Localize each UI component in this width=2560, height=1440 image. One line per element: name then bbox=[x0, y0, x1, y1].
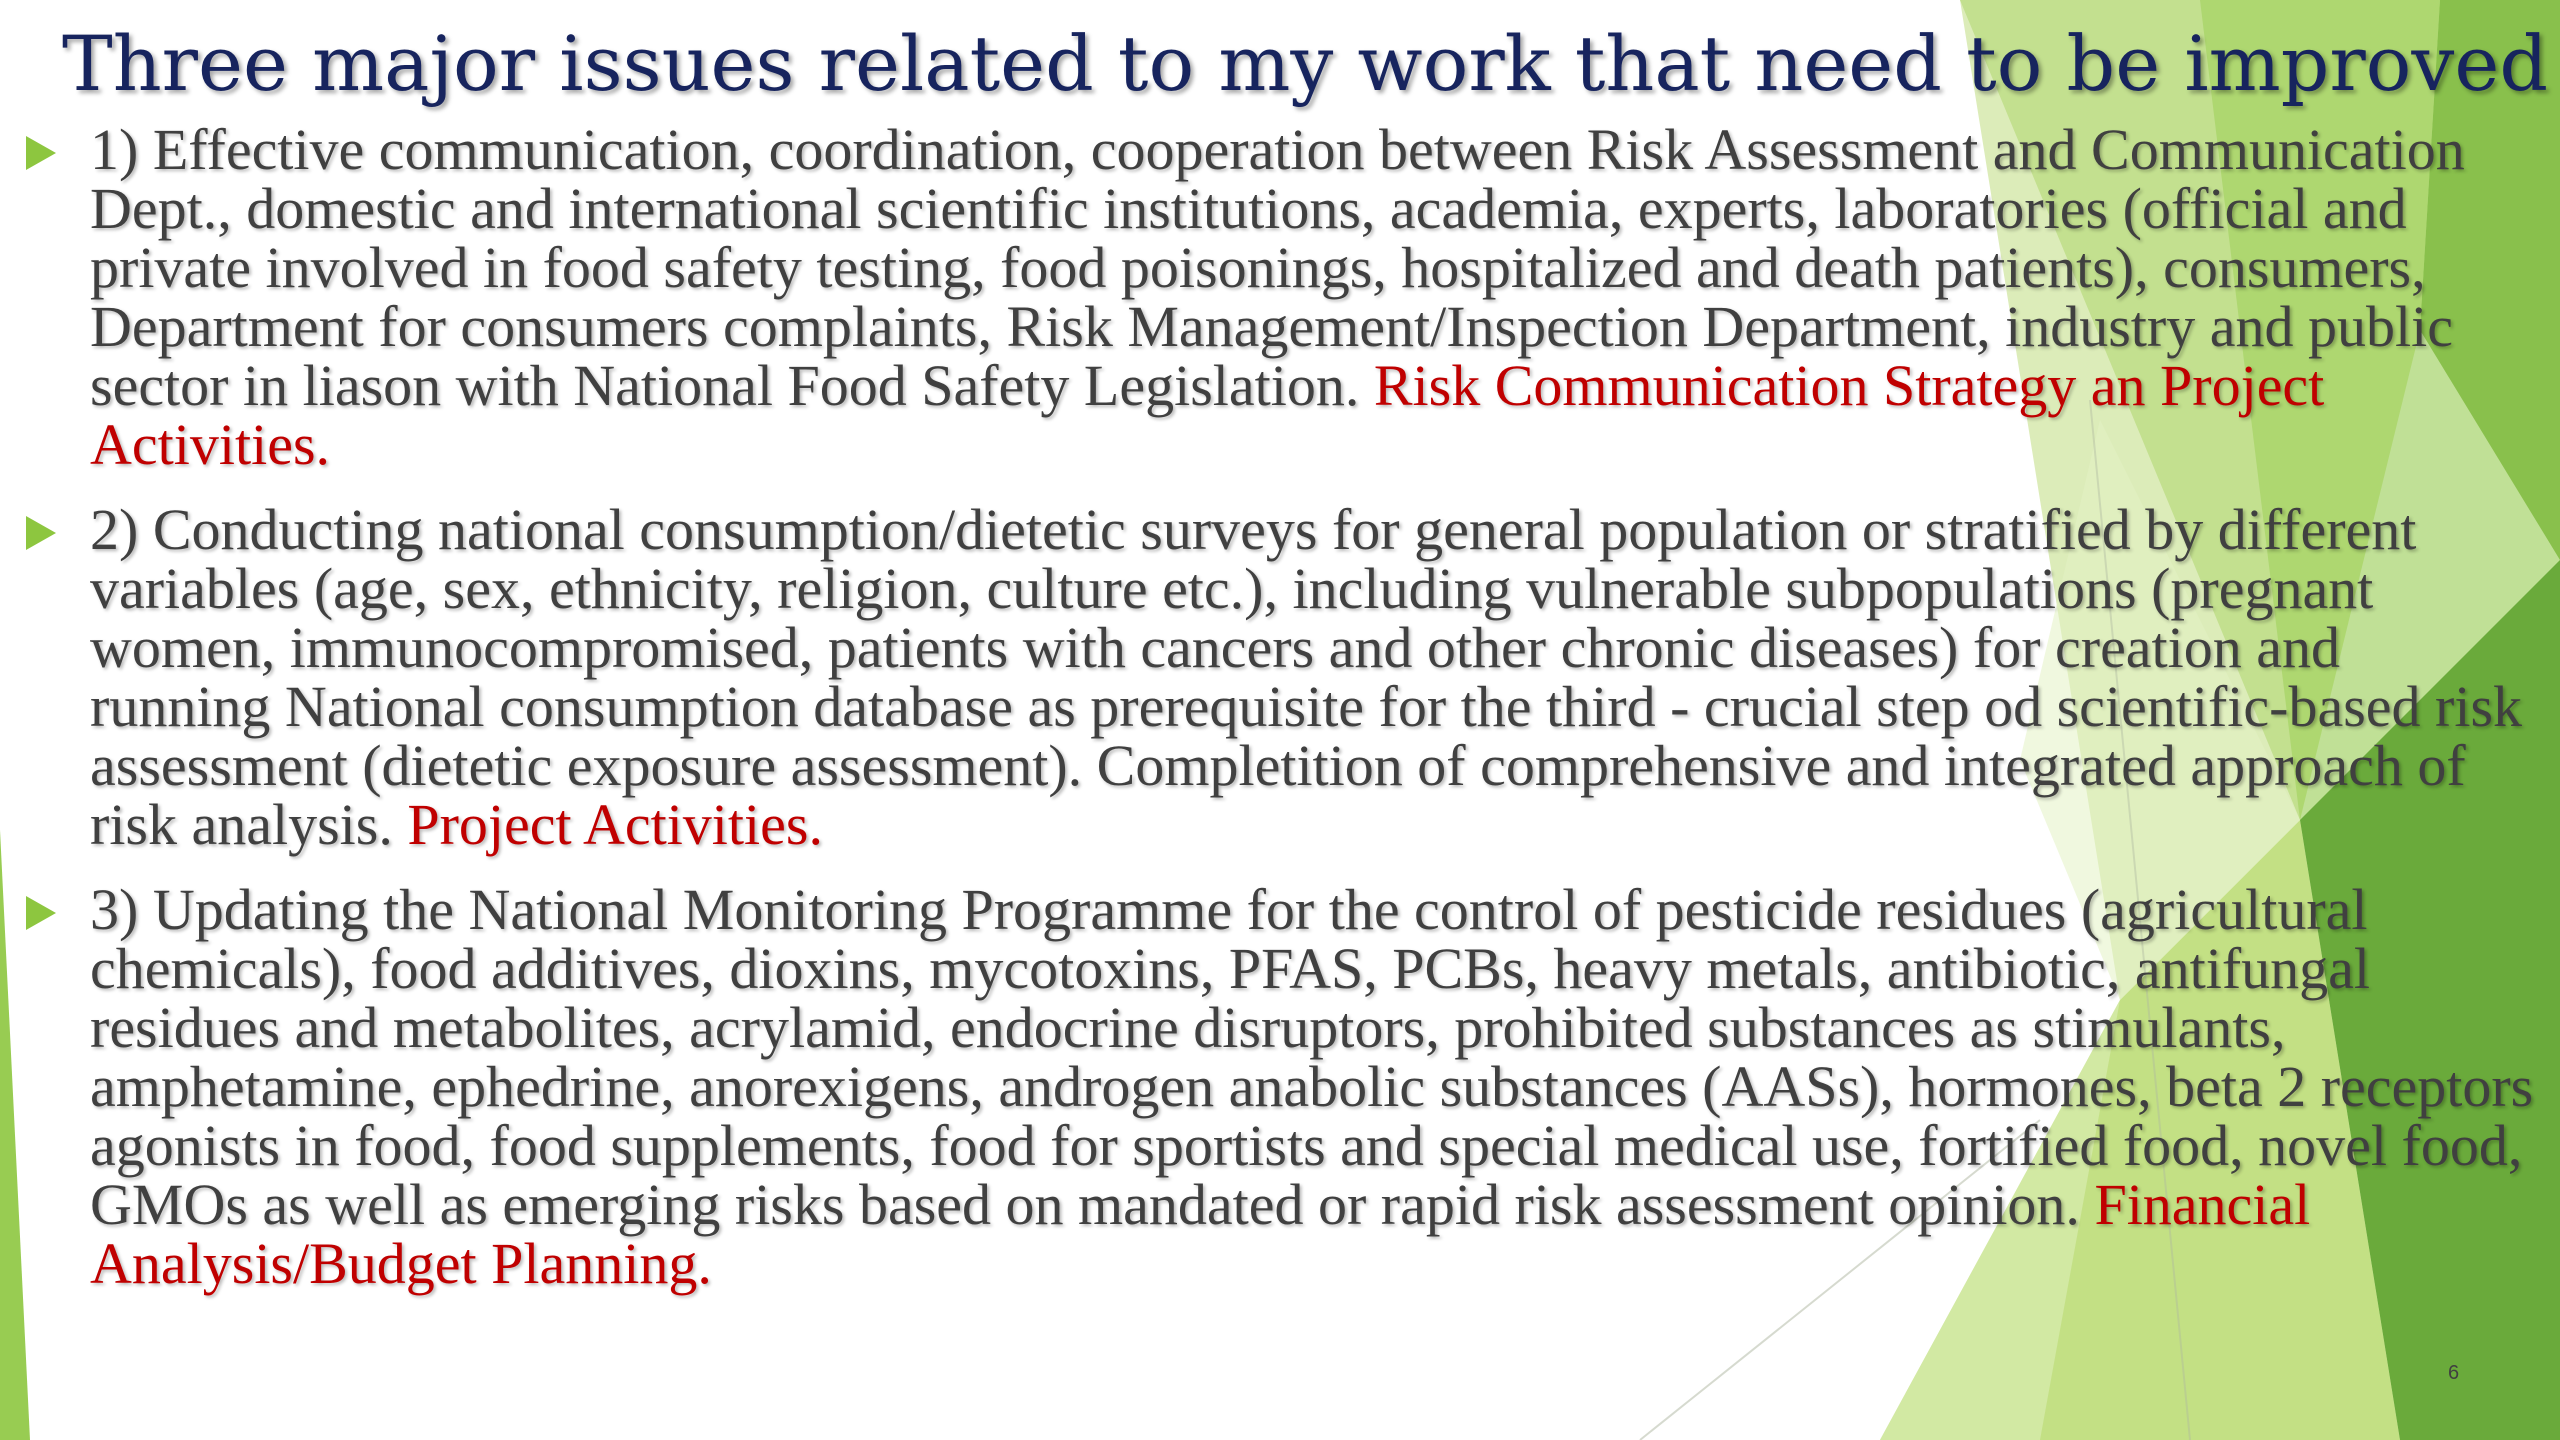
bullet-item-1 bbox=[24, 117, 2534, 477]
page-number: 6 bbox=[2448, 1362, 2460, 1384]
bullet-highlight: Project Activities. bbox=[407, 792, 823, 857]
bullet-highlight: Risk Communication Strategy an Project Activities. bbox=[90, 353, 2325, 477]
triangle-bullet-icon bbox=[26, 896, 56, 930]
bullet-list bbox=[24, 117, 2534, 1319]
bullet-item-2 bbox=[24, 497, 2534, 857]
bullet-highlight: Financial Analysis/Budget Planning. bbox=[90, 1172, 2311, 1296]
bullet-body: 3) Updating the National Monitoring Programme for the control of pesticide residues (agricultural chemicals), food additives, dioxins, mycotoxins, PFAS, PCBs, heavy metals, antibiotic, antifungal residues and metabolites, acrylamid, endocrine disruptors, prohibited substances as stimulants, amphetamine, ephedrine, anorexigens, androgen anabolic substances (AASs), hormones, beta 2 receptors agonists in food, food supplements, food for sportists and special medical use, fortified food, novel food, GMOs as well as emerging risks based on mandated or rapid risk assessment opinion. bbox=[90, 877, 2534, 1237]
bullet-item-text bbox=[90, 497, 2534, 857]
triangle-bullet-icon bbox=[26, 136, 56, 170]
slide-title: Three major issues related to my work that need to be improved bbox=[62, 19, 2548, 108]
bullet-item-text bbox=[90, 877, 2534, 1296]
bullet-body: 2) Conducting national consumption/dietetic surveys for general population or stratified by different variables (age, sex, ethnicity, religion, culture etc.), including vulnerable subpopulations (pregnant women, immunocompromised, patients with cancers and other chronic diseases) for creation and running National consumption database as prerequisite for the third - crucial step od scientific-based risk assessment (dietetic exposure assessment). Completition of comprehensive and integrated approach of risk analysis. bbox=[90, 497, 2523, 857]
bullet-body: 1) Effective communication, coordination, cooperation between Risk Assessment and Communication Dept., domestic and international scientific institutions, academia, experts, laboratories (official and private involved in food safety testing, food poisonings, hospitalized and death patients), consumers, Department for consumers complaints, Risk Management/Inspection Department, industry and public sector in liason with National Food Safety Legislation. bbox=[90, 117, 2465, 418]
bullet-item-text bbox=[90, 117, 2534, 477]
triangle-bullet-icon bbox=[26, 516, 56, 550]
bullet-item-3 bbox=[24, 877, 2534, 1296]
